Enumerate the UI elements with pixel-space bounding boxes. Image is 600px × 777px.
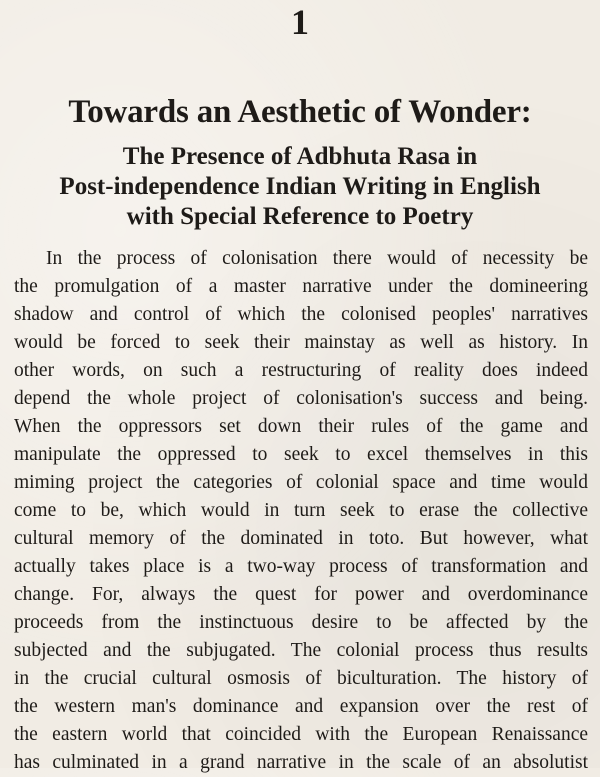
text-line: would be forced to seek their mainstay as well as history. In xyxy=(14,332,588,353)
chapter-title: Towards an Aesthetic of Wonder: xyxy=(68,94,532,130)
text-line: the western man's dominance and expansion over the rest of xyxy=(14,696,588,717)
subtitle-line: Post-independence Indian Writing in English xyxy=(59,173,541,200)
text-line: actually takes place is a two-way process of transformation and xyxy=(14,556,588,577)
text-line: the promulgation of a master narrative under the domineering xyxy=(14,276,588,297)
text-line: miming project the categories of colonial space and time would xyxy=(14,472,588,493)
text-line: come to be, which would in turn seek to erase the collective xyxy=(14,500,588,521)
chapter-subtitle xyxy=(0,142,600,232)
text-line: cultural memory of the dominated in toto. But however, what xyxy=(14,528,588,549)
body-paragraph xyxy=(14,245,588,777)
text-line: has culminated in a grand narrative in the scale of an absolutist xyxy=(14,752,588,773)
text-line: In the process of colonisation there would of necessity be xyxy=(46,248,588,269)
text-line: the eastern world that coincided with the European Renaissance xyxy=(14,724,588,745)
text-line: in the crucial cultural osmosis of biculturation. The history of xyxy=(14,668,588,689)
text-line: proceeds from the instinctuous desire to be affected by the xyxy=(14,612,588,633)
text-line: other words, on such a restructuring of reality does indeed xyxy=(14,360,588,381)
chapter-number: 1 xyxy=(291,2,309,42)
subtitle-line: with Special Reference to Poetry xyxy=(126,203,474,230)
text-line: When the oppressors set down their rules of the game and xyxy=(14,416,588,437)
text-line: depend the whole project of colonisation's success and being. xyxy=(14,388,588,409)
text-line: shadow and control of which the colonised peoples' narratives xyxy=(14,304,588,325)
text-line: manipulate the oppressed to seek to excel themselves in this xyxy=(14,444,588,465)
text-line: change. For, always the quest for power and overdominance xyxy=(14,584,588,605)
subtitle-line: The Presence of Adbhuta Rasa in xyxy=(122,143,478,170)
text-line: subjected and the subjugated. The colonial process thus results xyxy=(14,640,588,661)
